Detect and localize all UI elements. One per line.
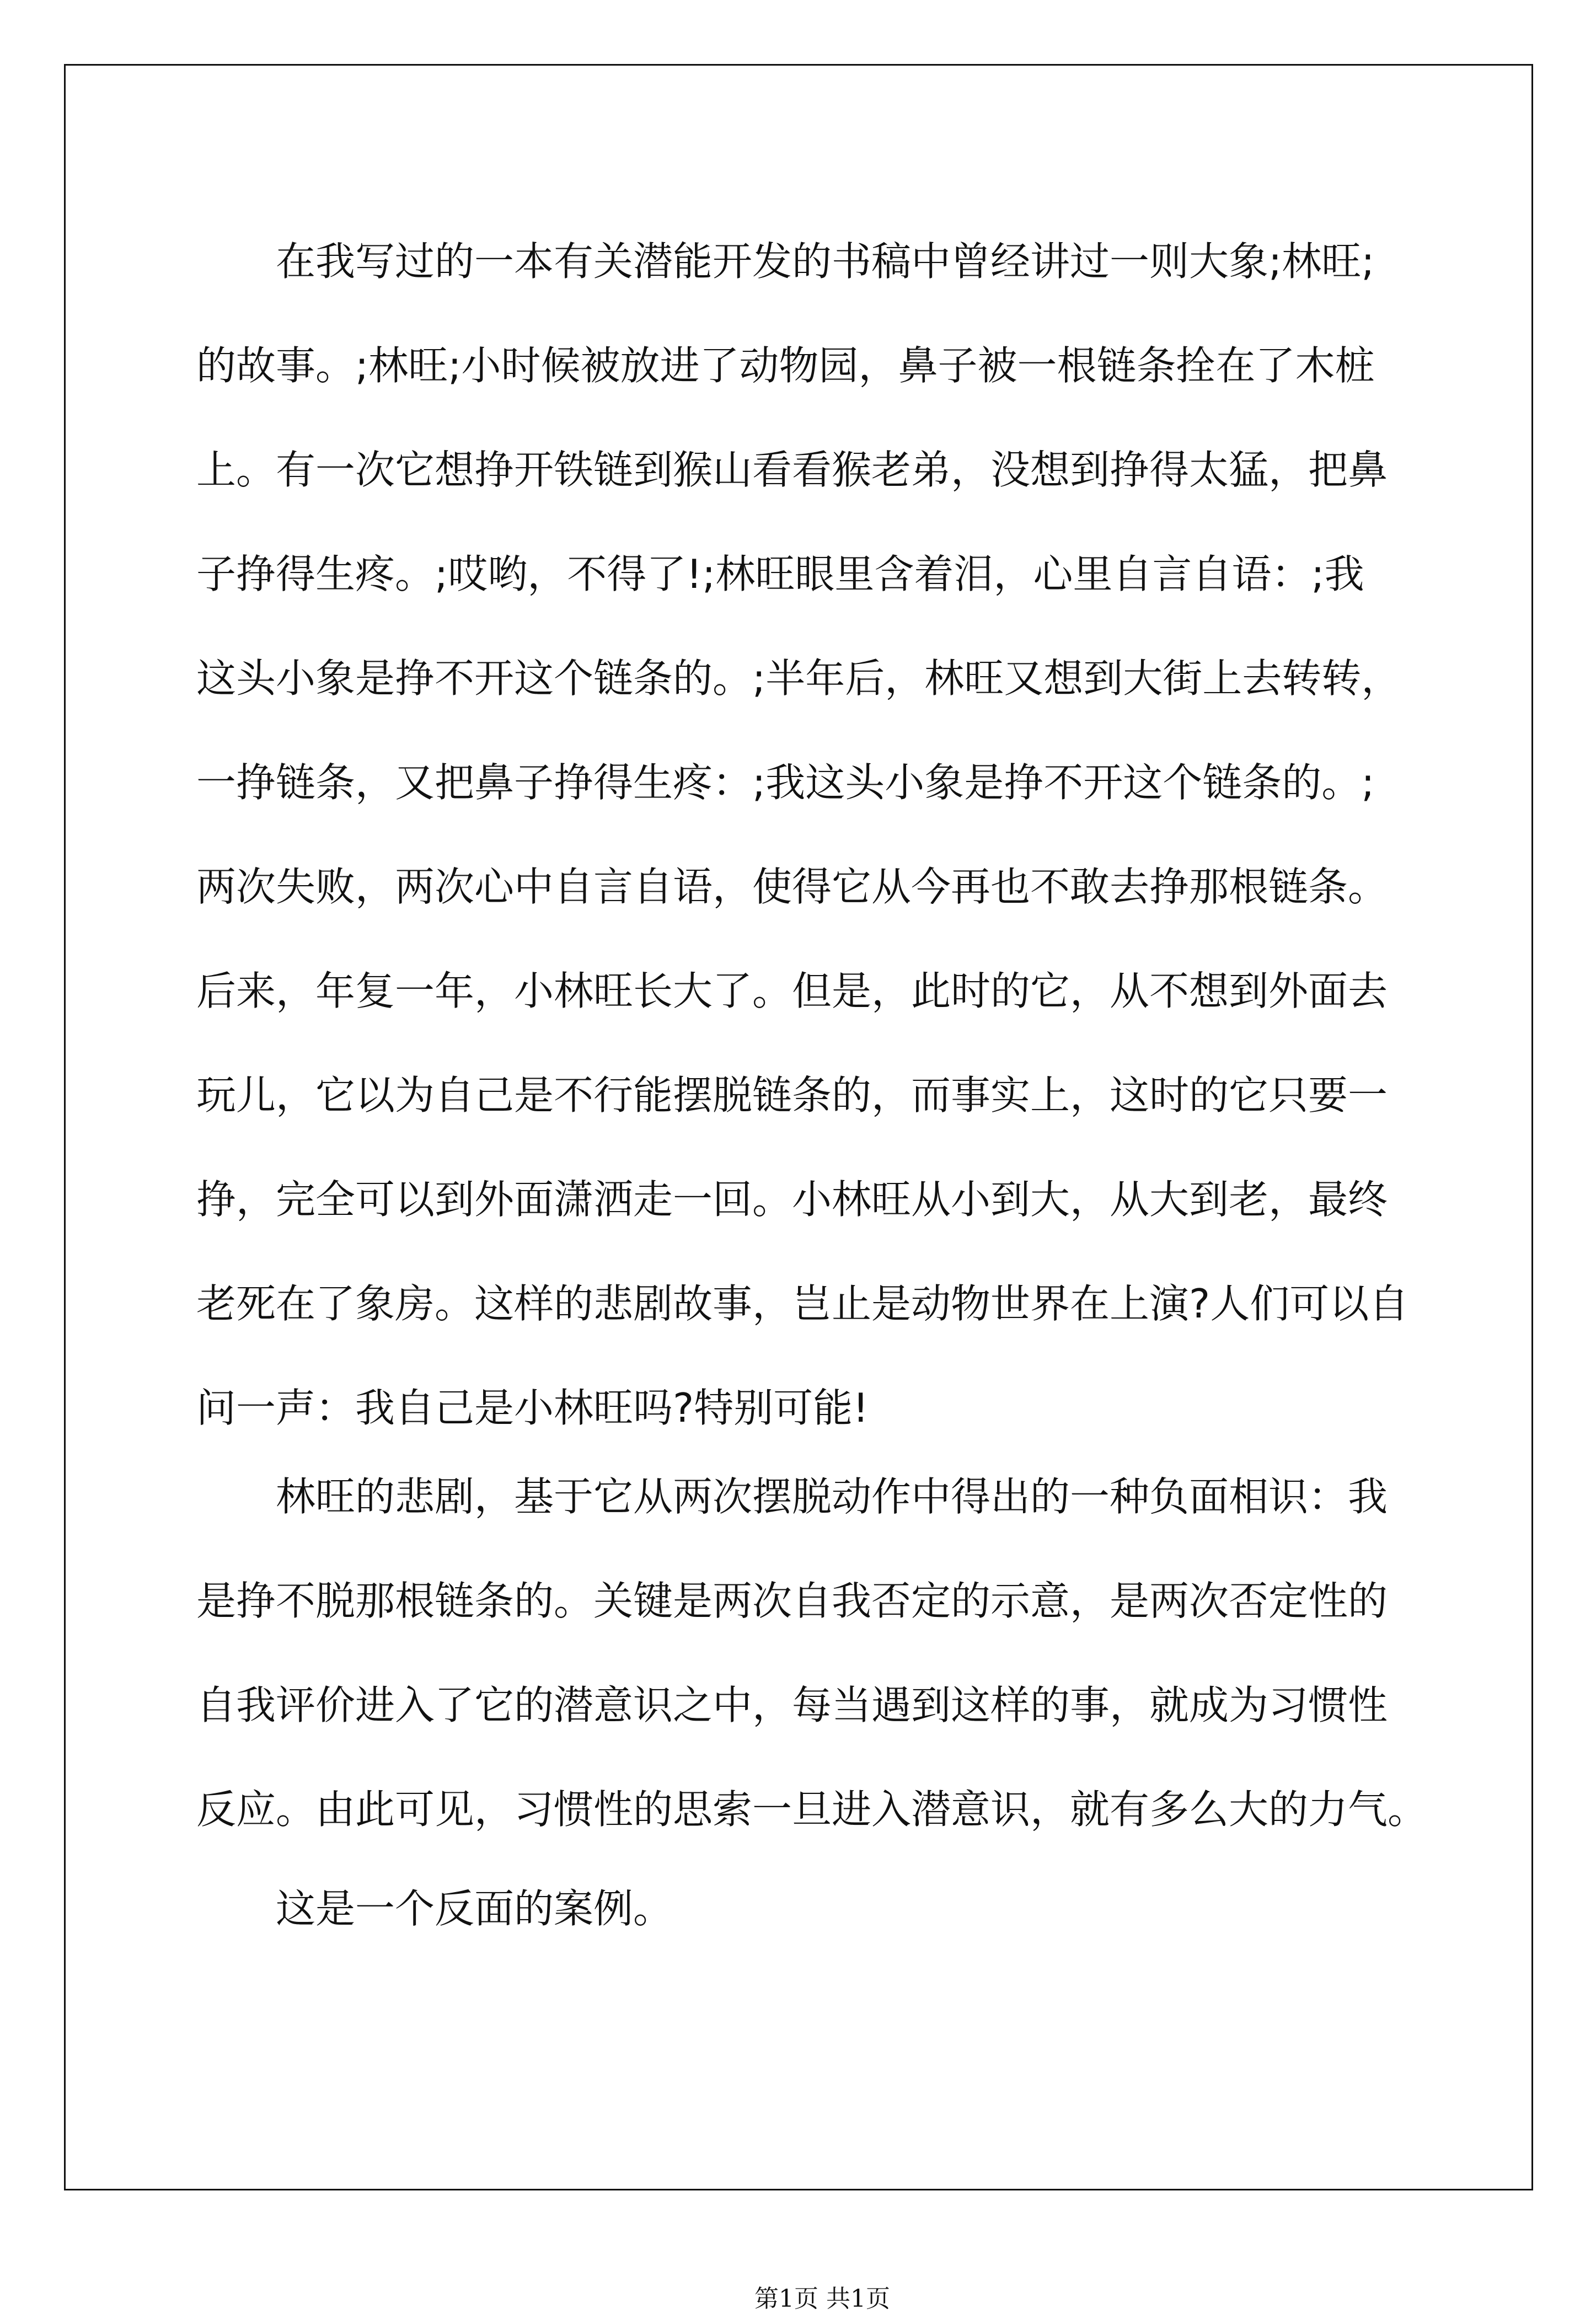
paragraph-line: 反应。由此可见，习惯性的思索一旦进入潜意识，就有多么大的力气。 (196, 1786, 1428, 1833)
paragraph-line: 问一声：我自己是小林旺吗?特别可能! (196, 1385, 869, 1431)
paragraph-line: 一挣链条，又把鼻子挣得生疼：;我这头小象是挣不开这个链条的。; (196, 759, 1375, 806)
paragraph-line: 林旺的悲剧，基于它从两次摆脱动作中得出的一种负面相识：我 (276, 1474, 1388, 1520)
paragraph-3 (196, 1857, 673, 1961)
paragraph-line: 两次失败，两次心中自言自语，使得它从今再也不敢去挣那根链条。 (196, 864, 1388, 910)
paragraph-line: 这是一个反面的案例。 (276, 1886, 673, 1932)
paragraph-line: 挣，完全可以到外面潇洒走一回。小林旺从小到大，从大到老，最终 (196, 1176, 1388, 1223)
paragraph-line: 子挣得生疼。;哎哟，不得了!;林旺眼里含着泪，心里自言自语：;我 (196, 551, 1364, 597)
page-number-footer: 第1页 共1页 (754, 2285, 890, 2313)
paragraph-line: 是挣不脱那根链条的。关键是两次自我否定的示意，是两次否定性的 (196, 1578, 1388, 1624)
paragraph-2 (196, 1445, 1427, 1862)
paragraph-line: 玩儿，它以为自己是不行能摆脱链条的，而事实上，这时的它只要一 (196, 1072, 1388, 1118)
paragraph-line: 后来，年复一年，小林旺长大了。但是，此时的它，从不想到外面去 (196, 968, 1388, 1014)
paragraph-line: 老死在了象房。这样的悲剧故事，岂止是动物世界在上演?人们可以自 (196, 1281, 1409, 1327)
paragraph-line: 的故事。;林旺;小时候被放进了动物园，鼻子被一根链条拴在了木桩 (196, 342, 1375, 389)
paragraph-line: 自我评价进入了它的潜意识之中，每当遇到这样的事，就成为习惯性 (196, 1682, 1388, 1728)
paragraph-line: 上。有一次它想挣开铁链到猴山看看猴老弟，没想到挣得太猛，把鼻 (196, 447, 1388, 493)
paragraph-line: 在我写过的一本有关潜能开发的书稿中曾经讲过一则大象;林旺; (276, 238, 1375, 285)
paragraph-line: 这头小象是挣不开这个链条的。;半年后，林旺又想到大街上去转转， (196, 655, 1401, 701)
paragraph-1 (196, 210, 1408, 1460)
